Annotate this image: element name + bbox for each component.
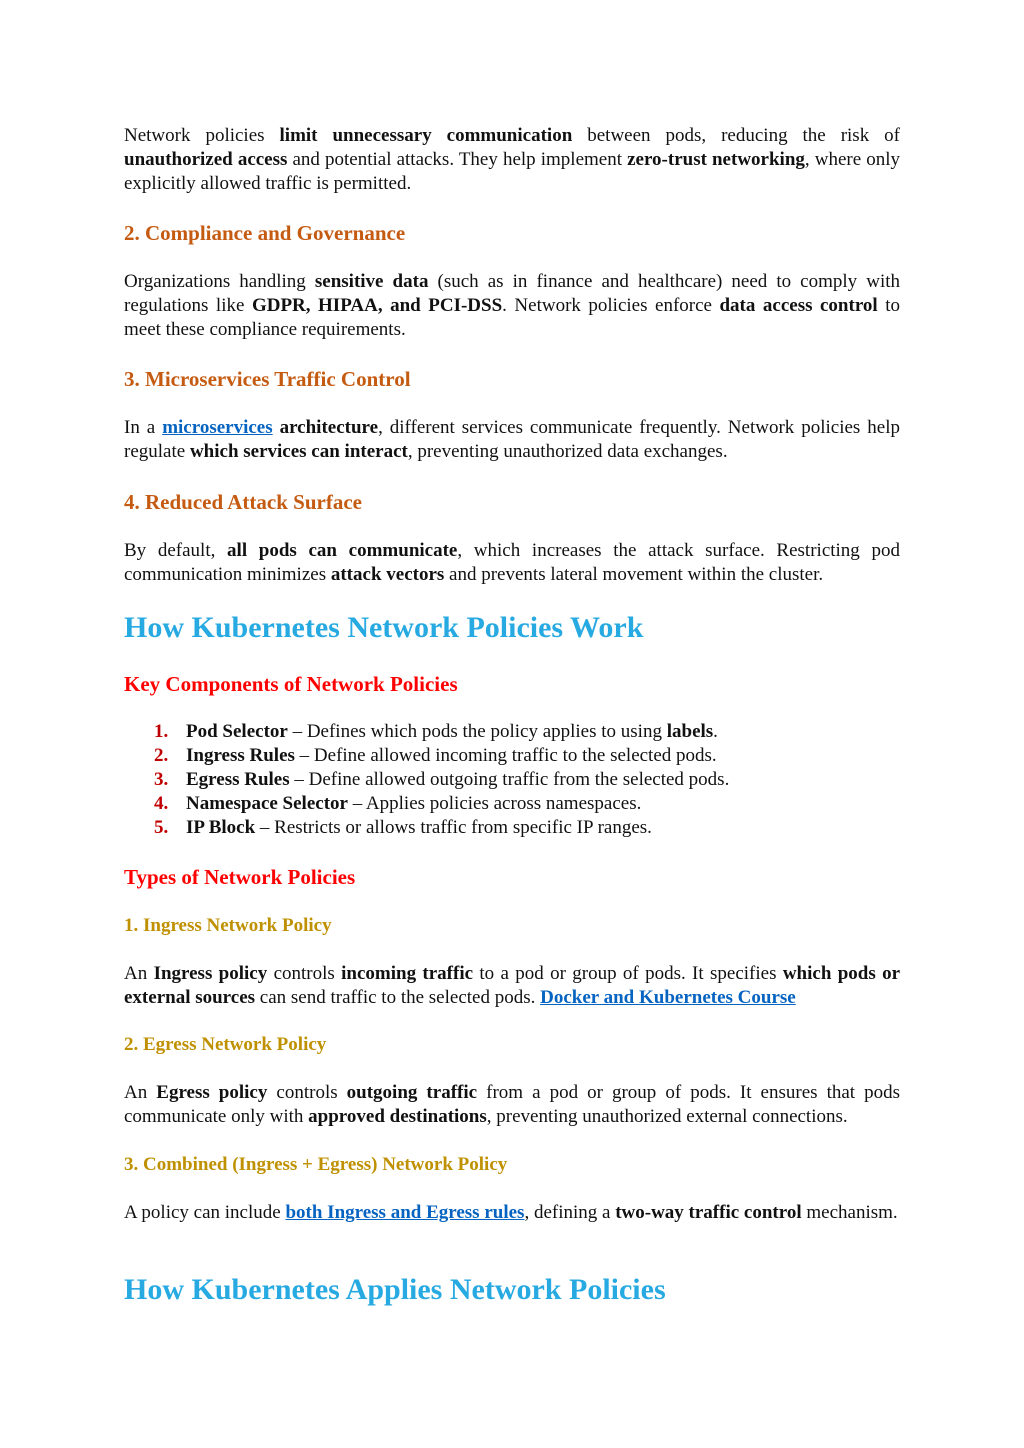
heading-microservices: 3. Microservices Traffic Control (124, 367, 411, 391)
heading-egress-policy: 2. Egress Network Policy (124, 1034, 327, 1055)
components-list (124, 720, 900, 840)
heading-combined-policy: 3. Combined (Ingress + Egress) Network Policy (124, 1154, 508, 1175)
heading-types: Types of Network Policies (124, 865, 356, 889)
list-item: 3. Egress Rules – Define allowed outgoing traffic from the selected pods. (154, 769, 730, 790)
list-item: 2. Ingress Rules – Define allowed incoming traffic to the selected pods. (154, 745, 717, 766)
heading-ingress-policy: 1. Ingress Network Policy (124, 915, 332, 936)
egress-paragraph: An Egress policy controls outgoing traffic from a pod or group of pods. It ensures that pods communicate only with approved destinations, preventing unauthorized external connections. (124, 1082, 900, 1127)
compliance-paragraph: Organizations handling sensitive data (such as in finance and healthcare) need to comply with regulations like GDPR, HIPAA, and PCI-DSS. Network policies enforce data access control to meet these compliance requirements. (124, 271, 901, 340)
combined-paragraph: A policy can include both Ingress and Egress rules, defining a two-way traffic control mechanism. (124, 1202, 898, 1223)
course-link[interactable]: Docker and Kubernetes Course (540, 987, 796, 1008)
heading-how-applies: How Kubernetes Applies Network Policies (124, 1273, 666, 1306)
heading-how-policies-work: How Kubernetes Network Policies Work (124, 611, 644, 644)
list-item: 1. Pod Selector – Defines which pods the policy applies to using labels. (154, 721, 718, 742)
ingress-egress-rules-link[interactable]: both Ingress and Egress rules (285, 1202, 525, 1223)
list-item: 4. Namespace Selector – Applies policies across namespaces. (154, 793, 642, 814)
microservices-link[interactable]: microservices (162, 417, 273, 438)
heading-attack-surface: 4. Reduced Attack Surface (124, 490, 362, 514)
heading-key-components: Key Components of Network Policies (124, 672, 458, 696)
heading-compliance: 2. Compliance and Governance (124, 221, 406, 245)
intro-paragraph: Network policies limit unnecessary communication between pods, reducing the risk of unauthorized access and potential attacks. They help implement zero-trust networking, where only explicitly allowed traffic is permitted. (124, 125, 900, 194)
ingress-paragraph: An Ingress policy controls incoming traffic to a pod or group of pods. It specifies which pods or external sources can send traffic to the selected pods. Docker and Kubernetes Course (124, 963, 901, 1008)
microservices-paragraph: In a microservices architecture, different services communicate frequently. Network policies help regulate which services can interact, preventing unauthorized data exchanges. (124, 417, 900, 462)
attack-surface-paragraph: By default, all pods can communicate, which increases the attack surface. Restricting pod communication minimizes attack vectors and prevents lateral movement within the cluster. (124, 540, 900, 585)
list-item: 5. IP Block – Restricts or allows traffic from specific IP ranges. (154, 817, 652, 838)
